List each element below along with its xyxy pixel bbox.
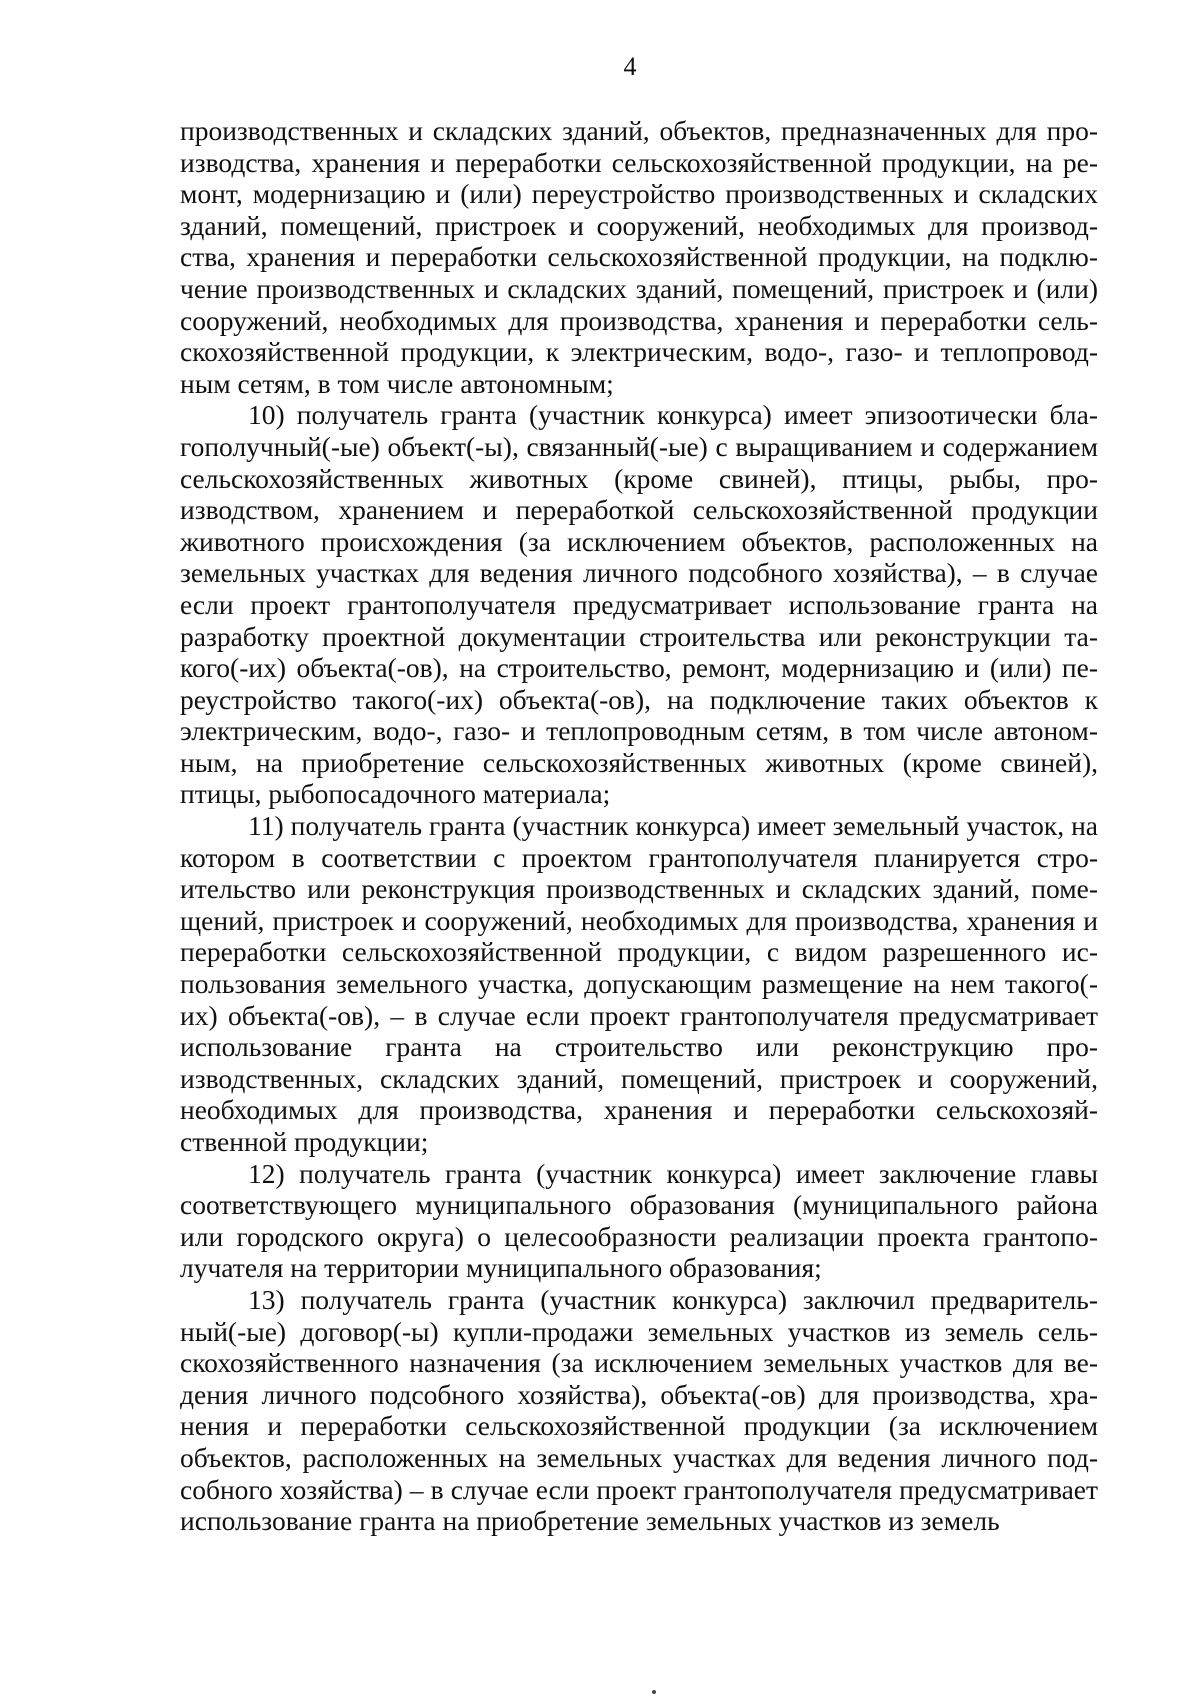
page-number: 4 [623,52,637,81]
paragraph-continuation: производственных и складских зданий, объектов, предназначенных для производства, хранения и переработки сельскохозяйственной продукции, на ремонт, модернизацию и (или) переустройство производственных и складских зданий, помещений, пристроек и сооружений, необходимых для производства, хранения и переработки сельскохозяйственной продукции, на подключение производственных и складских зданий, помещений, пристроек и (или) сооружений, необходимых для производства, хранения и переработки сельскохозяйственной продукции, к электрическим, водо-, газо- и теплопроводным сетям, в том числе автономным; [180,115,1098,399]
scan-speck [652,1690,656,1694]
paragraph-item-10: 10) получатель гранта (участник конкурса) имеет эпизоотически благополучный(-ые) объект(-ы), связанный(-ые) с выращиванием и содержанием сельскохозяйственных животных (кроме свиней), птицы, рыбы, производством, хранением и переработкой сельскохозяйственной продукции животного происхождения (за исключением объектов, расположенных на земельных участках для ведения личного подсобного хозяйства), – в случае если проект грантополучателя предусматривает использование гранта на разработку проектной документации строительства или реконструкции такого(-их) объекта(-ов), на строительство, ремонт, модернизацию и (или) переустройство такого(-их) объекта(-ов), на подключение таких объектов к электрическим, водо-, газо- и теплопроводным сетям, в том числе автономным, на приобретение сельскохозяйственных животных (кроме свиней), птицы, рыбопосадочного материала; [180,399,1098,810]
document-body [180,115,1098,1537]
paragraph-item-12: 12) получатель гранта (участник конкурса) имеет заключение главы соответствующего муниципального образования (муниципального района или городского округа) о целесообразности реализации проекта грантополучателя на территории муниципального образования; [180,1157,1098,1284]
paragraph-item-13: 13) получатель гранта (участник конкурса) заключил предварительный(-ые) договор(-ы) купли-продажи земельных участков из земель сельскохозяйственного назначения (за исключением земельных участков для ведения личного подсобного хозяйства), объекта(-ов) для производства, хранения и переработки сельскохозяйственной продукции (за исключением объектов, расположенных на земельных участках для ведения личного подсобного хозяйства) – в случае если проект грантополучателя предусматривает использование гранта на приобретение земельных участков из земель [180,1283,1098,1537]
paragraph-item-11: 11) получатель гранта (участник конкурса) имеет земельный участок, на котором в соответствии с проектом грантополучателя планируется строительство или реконструкция производственных и складских зданий, помещений, пристроек и сооружений, необходимых для производства, хранения и переработки сельскохозяйственной продукции, с видом разрешенного использования земельного участка, допускающим размещение на нем такого(-их) объекта(-ов), – в случае если проект грантополучателя предусматривает использование гранта на строительство или реконструкцию производственных, складских зданий, помещений, пристроек и сооружений, необходимых для производства, хранения и переработки сельскохозяйственной продукции; [180,810,1098,1157]
